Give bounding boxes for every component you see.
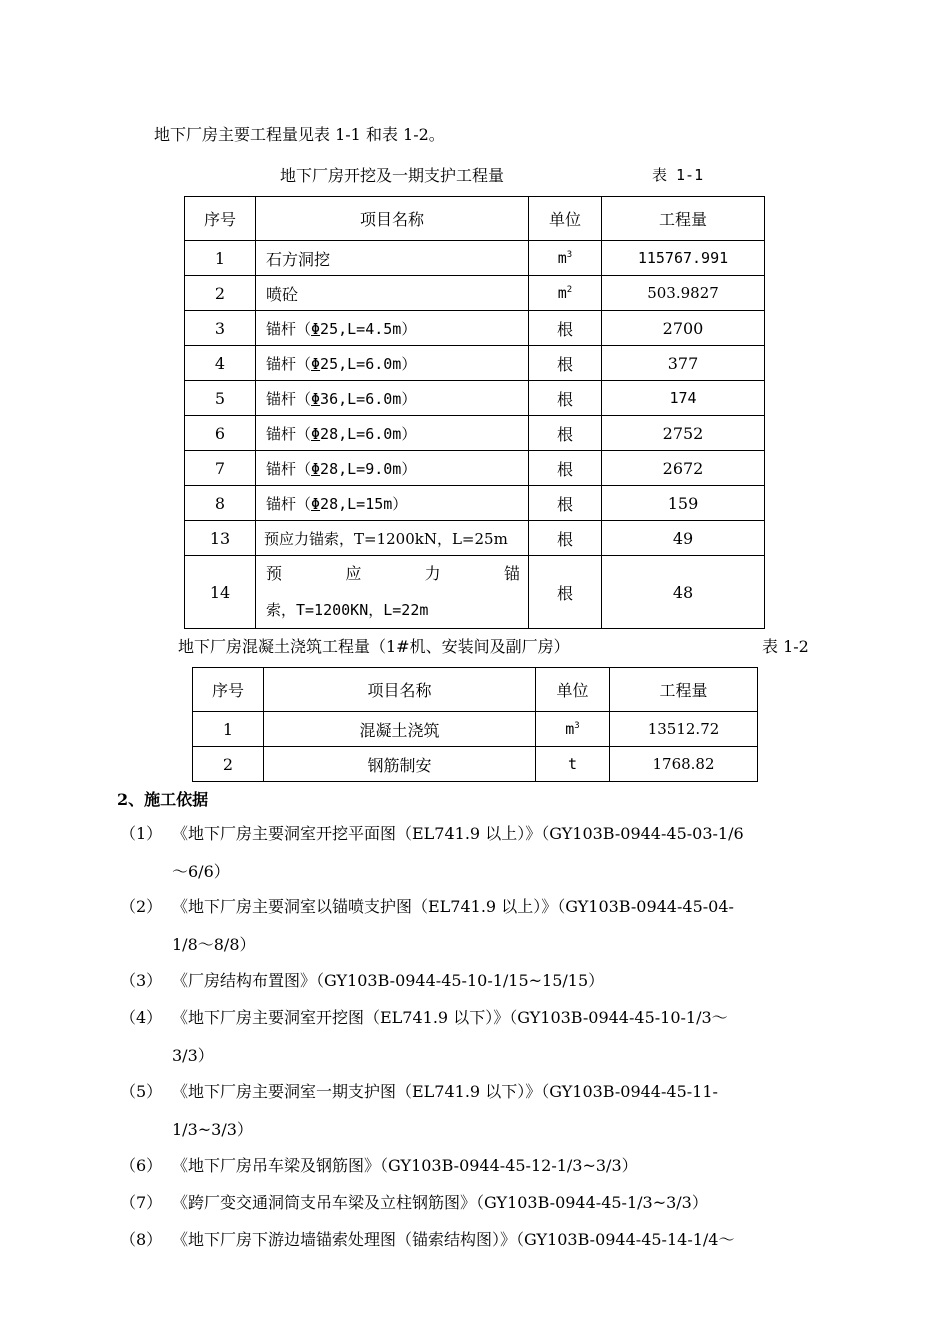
row-unit: 根 — [529, 486, 602, 521]
row-unit: 根 — [529, 521, 602, 556]
row-name — [256, 451, 529, 486]
row-no: 14 — [185, 556, 256, 629]
table-row — [185, 276, 765, 311]
list-item-number: （6） — [120, 1156, 163, 1175]
row-no: 4 — [185, 346, 256, 381]
row-no: 7 — [185, 451, 256, 486]
row-unit: 根 — [529, 556, 602, 629]
row-qty: 48 — [602, 556, 765, 629]
table2-header-name: 项目名称 — [264, 668, 536, 712]
row-name — [256, 486, 529, 521]
table-row — [185, 521, 765, 556]
table1-label: 表 1-1 — [652, 166, 704, 184]
table-row — [185, 556, 765, 629]
name-suffix: 36,L=6.0m） — [320, 389, 417, 408]
name-char: 力 — [424, 564, 441, 583]
list-item-text: 《跨厂变交通洞筒支吊车梁及立柱钢筋图》（GY103B-0944-45-1/3~3/3） — [172, 1193, 708, 1212]
row-qty: 1768.82 — [610, 747, 758, 782]
row-qty: 2672 — [602, 451, 765, 486]
list-item-number: （3） — [120, 971, 163, 990]
unit-text: m — [565, 720, 575, 738]
row-name — [256, 346, 529, 381]
table1-header-no: 序号 — [185, 197, 256, 241]
table-row — [193, 712, 758, 747]
row-name-line2: 索，T=1200KN，L=22m — [266, 601, 429, 619]
row-unit: 根 — [529, 451, 602, 486]
row-qty: 2752 — [602, 416, 765, 451]
row-name: 喷砼 — [256, 276, 529, 311]
unit-superscript: 3 — [574, 721, 580, 731]
table2-header-qty: 工程量 — [610, 668, 758, 712]
phi-symbol: Φ — [311, 389, 321, 408]
table2-label: 表 1-2 — [762, 637, 809, 656]
table2-title: 地下厂房混凝土浇筑工程量（1#机、安装间及副厂房） — [178, 637, 570, 656]
row-name: 石方洞挖 — [256, 241, 529, 276]
row-no: 1 — [185, 241, 256, 276]
name-prefix: 锚杆（ — [266, 494, 312, 513]
phi-symbol: Φ — [311, 494, 321, 513]
list-item-number: （2） — [120, 897, 163, 916]
table1-header-unit: 单位 — [529, 197, 602, 241]
row-unit — [536, 712, 610, 747]
row-unit — [529, 276, 602, 311]
table-row — [185, 416, 765, 451]
list-item-number: （1） — [120, 824, 163, 843]
row-name — [256, 416, 529, 451]
name-suffix: 25,L=4.5m） — [320, 319, 417, 338]
row-name — [256, 381, 529, 416]
list-item-text: 《地下厂房主要洞室一期支护图（EL741.9 以下）》（GY103B-0944-45-11- — [172, 1082, 718, 1101]
name-suffix: 28,L=15m） — [320, 494, 408, 513]
list-item-continuation: 1/8～8/8） — [172, 935, 256, 954]
list-item-number: （4） — [120, 1008, 163, 1027]
name-suffix: 28,L=6.0m） — [320, 424, 417, 443]
row-name — [256, 311, 529, 346]
row-qty: 49 — [602, 521, 765, 556]
list-item-text: 《厂房结构布置图》（GY103B-0944-45-10-1/15~15/15） — [172, 971, 605, 990]
row-no: 6 — [185, 416, 256, 451]
row-unit: 根 — [529, 416, 602, 451]
table1-title: 地下厂房开挖及一期支护工程量 — [280, 166, 505, 185]
name-prefix: 锚杆（ — [266, 319, 312, 338]
row-name — [256, 556, 529, 629]
name-char: 应 — [345, 564, 362, 583]
unit-superscript: 3 — [566, 250, 573, 260]
list-item-text: 《地下厂房主要洞室开挖平面图（EL741.9 以上）》（GY103B-0944-45-03-1/6 — [172, 824, 744, 843]
row-qty: 159 — [602, 486, 765, 521]
row-unit: 根 — [529, 311, 602, 346]
list-item-continuation: ～6/6） — [172, 862, 230, 881]
row-no: 1 — [193, 712, 264, 747]
table-row — [185, 486, 765, 521]
row-qty: 174 — [602, 381, 765, 416]
row-qty: 13512.72 — [610, 712, 758, 747]
row-name: 混凝土浇筑 — [264, 712, 536, 747]
row-unit — [529, 241, 602, 276]
row-no: 5 — [185, 381, 256, 416]
unit-text: m — [557, 284, 567, 302]
row-no: 2 — [185, 276, 256, 311]
name-prefix: 锚杆（ — [266, 424, 312, 443]
row-qty: 115767.991 — [602, 241, 765, 276]
row-qty: 377 — [602, 346, 765, 381]
table1 — [184, 196, 765, 629]
name-prefix: 锚杆（ — [266, 389, 312, 408]
table-row — [193, 747, 758, 782]
list-item-text: 《地下厂房下游边墙锚索处理图（锚索结构图）》（GY103B-0944-45-14-1/4～ — [172, 1230, 735, 1249]
name-suffix: 28,L=9.0m） — [320, 459, 417, 478]
section2-heading: 2、施工依据 — [117, 790, 209, 809]
row-no: 13 — [185, 521, 256, 556]
row-unit: 根 — [529, 346, 602, 381]
table2-header-unit: 单位 — [536, 668, 610, 712]
table2-header-row — [193, 668, 758, 712]
row-unit: t — [536, 747, 610, 782]
list-item-text: 《地下厂房主要洞室开挖图（EL741.9 以下）》（GY103B-0944-45-10-1/3～ — [172, 1008, 728, 1027]
phi-symbol: Φ — [311, 459, 321, 478]
row-qty: 503.9827 — [602, 276, 765, 311]
name-char: 预 — [266, 564, 283, 583]
list-item-continuation: 3/3） — [172, 1046, 214, 1065]
list-item-number: （8） — [120, 1230, 163, 1249]
row-unit: 根 — [529, 381, 602, 416]
list-item-text: 《地下厂房吊车梁及钢筋图》（GY103B-0944-45-12-1/3~3/3） — [172, 1156, 638, 1175]
table1-header-qty: 工程量 — [602, 197, 765, 241]
row-no: 8 — [185, 486, 256, 521]
name-prefix: 锚杆（ — [266, 459, 312, 478]
name-char: 锚 — [503, 564, 520, 583]
row-name: 钢筋制安 — [264, 747, 536, 782]
table-row — [185, 451, 765, 486]
intro-text: 地下厂房主要工程量见表 1-1 和表 1-2。 — [154, 125, 445, 144]
table-row — [185, 311, 765, 346]
list-item-continuation: 1/3~3/3） — [172, 1120, 253, 1139]
table-row — [185, 346, 765, 381]
row-name-line1 — [266, 556, 528, 592]
table-row — [185, 241, 765, 276]
phi-symbol: Φ — [311, 354, 321, 373]
table2-header-no: 序号 — [193, 668, 264, 712]
unit-superscript: 2 — [566, 285, 573, 295]
table-row — [185, 381, 765, 416]
table1-header-name: 项目名称 — [256, 197, 529, 241]
row-no: 2 — [193, 747, 264, 782]
unit-text: m — [557, 249, 567, 267]
row-name: 预应力锚索，T=1200kN，L=25m — [256, 521, 529, 556]
list-item-number: （7） — [120, 1193, 163, 1212]
list-item-number: （5） — [120, 1082, 163, 1101]
name-suffix: 25,L=6.0m） — [320, 354, 417, 373]
name-prefix: 锚杆（ — [266, 354, 312, 373]
list-item-text: 《地下厂房主要洞室以锚喷支护图（EL741.9 以上）》（GY103B-0944-45-04- — [172, 897, 734, 916]
row-qty: 2700 — [602, 311, 765, 346]
table2 — [192, 667, 758, 782]
phi-symbol: Φ — [311, 424, 321, 443]
phi-symbol: Φ — [311, 319, 321, 338]
table1-header-row — [185, 197, 765, 241]
row-no: 3 — [185, 311, 256, 346]
